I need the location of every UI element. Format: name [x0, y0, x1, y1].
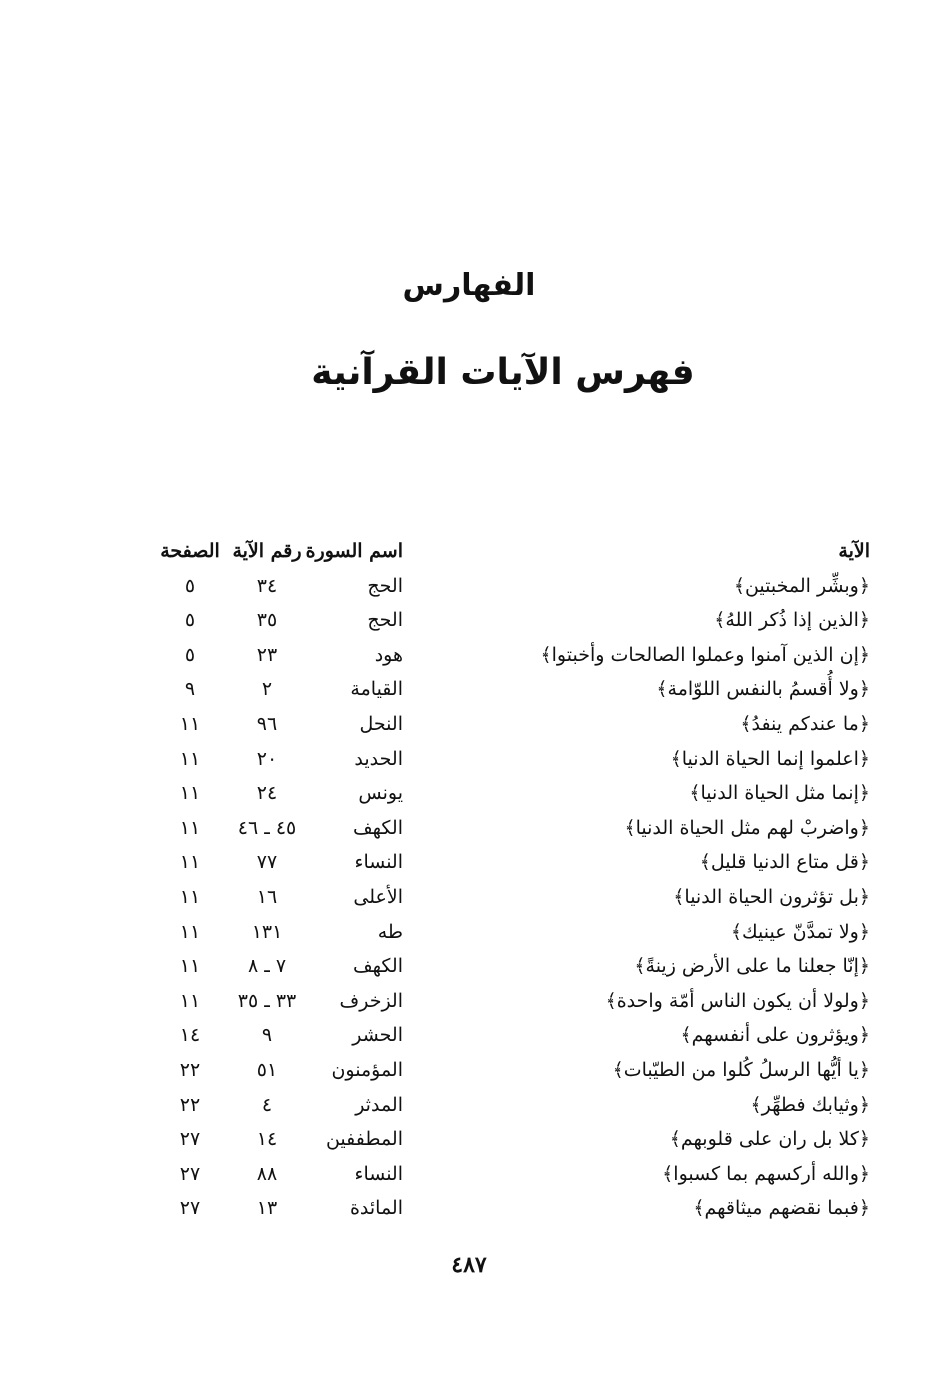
page-cell: ١١: [179, 782, 201, 805]
ayah-number-cell: ٩٦: [256, 712, 278, 735]
table-row: [150, 707, 875, 742]
surah-cell: هود: [374, 643, 403, 666]
surah-cell: طه: [377, 920, 403, 943]
ayah-cell: ﴿إن الذين آمنوا وعملوا الصالحات وأخبتوا﴾: [540, 643, 870, 666]
surah-cell: الحديد: [354, 747, 403, 770]
surah-cell: النحل: [359, 712, 403, 735]
column-header-page: الصفحة: [160, 540, 220, 562]
ayah-number-cell: ٨٨: [256, 1162, 278, 1185]
ayah-cell: ﴿يا أيُّها الرسلُ كُلوا من الطيّبات﴾: [612, 1058, 870, 1081]
table-row: [150, 880, 875, 915]
table-body: [150, 569, 875, 1226]
table-row: [150, 949, 875, 984]
page-cell: ١٤: [179, 1024, 201, 1047]
ayah-cell: ﴿والله أركسهم بما كسبوا﴾: [662, 1162, 870, 1185]
ayah-cell: ﴿ولا أُقسمُ بالنفس اللوّامة﴾: [656, 678, 870, 701]
ayah-cell: ﴿ما عندكم ينفدُ﴾: [740, 712, 870, 735]
table-row: [150, 845, 875, 880]
ayah-cell: ﴿وثيابك فطهِّر﴾: [750, 1093, 870, 1116]
ayah-number-cell: ٢٠: [256, 747, 278, 770]
table-row: [150, 1088, 875, 1123]
surah-cell: المدثر: [355, 1093, 403, 1116]
page-cell: ٢٢: [179, 1093, 201, 1116]
table-row: [150, 638, 875, 673]
ayah-number-cell: ٢٤: [256, 782, 278, 805]
page-cell: ١١: [179, 816, 201, 839]
page-cell: ٢٧: [179, 1128, 201, 1151]
surah-cell: الكهف: [353, 816, 403, 839]
table-row: [150, 1053, 875, 1088]
ayah-cell: ﴿إنما مثل الحياة الدنيا﴾: [689, 782, 870, 805]
ayah-cell: ﴿وبشِّر المخبتين﴾: [733, 574, 870, 597]
page-cell: ١١: [179, 851, 201, 874]
surah-cell: المؤمنون: [331, 1058, 403, 1081]
section-title: الفهارس: [402, 268, 536, 303]
page-cell: ١١: [179, 989, 201, 1012]
surah-cell: النساء: [354, 851, 403, 874]
page-cell: ١١: [179, 885, 201, 908]
surah-cell: المائدة: [349, 1197, 403, 1220]
table-row: [150, 603, 875, 638]
surah-cell: القيامة: [350, 678, 403, 701]
page-cell: ١١: [179, 712, 201, 735]
ayah-cell: ﴿ولولا أن يكون الناس أمّة واحدة﴾: [605, 989, 870, 1012]
ayah-cell: ﴿اعلموا إنما الحياة الدنيا﴾: [670, 747, 870, 770]
ayah-cell: ﴿بل تؤثرون الحياة الدنيا﴾: [673, 885, 870, 908]
ayah-number-cell: ٩: [261, 1024, 273, 1047]
ayah-number-cell: ٧٧: [256, 851, 278, 874]
ayah-number-cell: ٥١: [256, 1058, 278, 1081]
table-row: [150, 915, 875, 950]
table-row: [150, 811, 875, 846]
ayah-number-cell: ٣٣ ـ ٣٥: [237, 989, 297, 1012]
ayah-cell: ﴿الذين إذا ذُكر اللهُ﴾: [714, 609, 870, 632]
page-cell: ٥: [184, 643, 196, 666]
surah-cell: يونس: [358, 782, 403, 805]
page-number: ٤٨٧: [451, 1252, 487, 1278]
page-cell: ٢٧: [179, 1162, 201, 1185]
table-row: [150, 742, 875, 777]
ayah-number-cell: ٣٥: [256, 609, 278, 632]
page-cell: ١١: [179, 920, 201, 943]
ayah-number-cell: ٣٤: [256, 574, 278, 597]
page-cell: ١١: [179, 955, 201, 978]
table-row: [150, 569, 875, 604]
ayah-cell: ﴿ولا تمدَّنّ عينيك﴾: [730, 920, 870, 943]
table-row: [150, 1122, 875, 1157]
ayah-number-cell: ٧ ـ ٨: [247, 955, 287, 978]
column-header-ayah: الآية: [838, 540, 870, 562]
ayah-cell: ﴿إنّا جعلنا ما على الأرض زينةً﴾: [634, 955, 870, 978]
table-row: [150, 672, 875, 707]
table-row: [150, 1191, 875, 1226]
table-row: [150, 1018, 875, 1053]
page-cell: ٢٢: [179, 1058, 201, 1081]
column-header-surah: اسم السورة: [305, 540, 403, 562]
column-header-ayah-number: رقم الآية: [232, 540, 302, 562]
page-cell: ١١: [179, 747, 201, 770]
table-row: [150, 1157, 875, 1192]
ayah-cell: ﴿فبما نقضهم ميثاقهم﴾: [693, 1197, 870, 1220]
ayah-number-cell: ٢٣: [256, 643, 278, 666]
table-header-row: [150, 534, 875, 569]
surah-cell: الزخرف: [339, 989, 403, 1012]
ayah-number-cell: ١٣١: [251, 920, 283, 943]
ayah-number-cell: ١٦: [256, 885, 278, 908]
surah-cell: المطففين: [325, 1128, 403, 1151]
page-cell: ٩: [184, 678, 196, 701]
page-cell: ٥: [184, 574, 196, 597]
surah-cell: الحشر: [352, 1024, 403, 1047]
table-row: [150, 984, 875, 1019]
ayah-cell: ﴿كلا بل ران على قلوبهم﴾: [669, 1128, 870, 1151]
page-cell: ٥: [184, 609, 196, 632]
ayah-number-cell: ١٣: [256, 1197, 278, 1220]
surah-cell: الحج: [367, 574, 403, 597]
ayah-number-cell: ١٤: [256, 1128, 278, 1151]
ayah-cell: ﴿واضربْ لهم مثل الحياة الدنيا﴾: [624, 816, 870, 839]
table-row: [150, 776, 875, 811]
ayah-cell: ﴿قل متاع الدنيا قليل﴾: [699, 851, 870, 874]
ayah-number-cell: ٢: [261, 678, 273, 701]
surah-cell: الكهف: [353, 955, 403, 978]
surah-cell: الأعلى: [353, 885, 403, 908]
page-cell: ٢٧: [179, 1197, 201, 1220]
index-title: فهرس الآيات القرآنية: [311, 352, 695, 393]
ayah-number-cell: ٤٥ ـ ٤٦: [237, 816, 297, 839]
surah-cell: النساء: [354, 1162, 403, 1185]
ayah-index-table: [150, 534, 875, 1226]
surah-cell: الحج: [367, 609, 403, 632]
ayah-number-cell: ٤: [261, 1093, 273, 1116]
ayah-cell: ﴿ويؤثرون على أنفسهم﴾: [680, 1024, 870, 1047]
